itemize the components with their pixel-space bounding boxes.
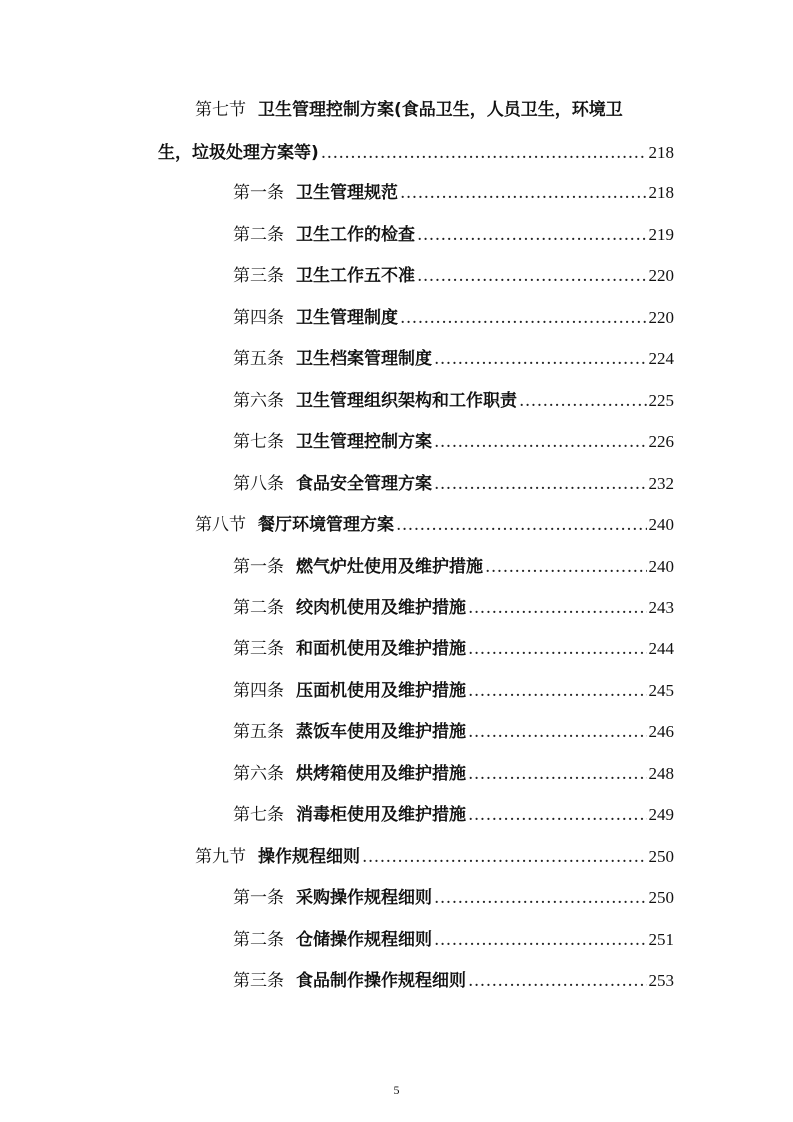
toc-entry[interactable]: [233, 929, 674, 951]
article-number: 第六条: [233, 764, 284, 784]
section-title: 操作规程细则: [258, 847, 360, 867]
page-number: 5: [393, 1083, 400, 1097]
leader-dots: [400, 182, 647, 204]
toc-entry[interactable]: [233, 763, 674, 785]
leader-dots: [434, 348, 647, 370]
article-title: 消毒柜使用及维护措施: [296, 805, 466, 825]
article-title: 卫生管理制度: [296, 308, 398, 328]
toc-entry[interactable]: [233, 721, 674, 743]
page-ref: 232: [648, 474, 674, 493]
article-number: 第六条: [233, 391, 284, 411]
toc-entry[interactable]: [233, 473, 674, 495]
toc-entry[interactable]: [233, 597, 674, 619]
page-ref: 251: [648, 930, 674, 949]
leader-dots: [396, 514, 647, 536]
page-ref: 244: [648, 639, 674, 658]
leader-dots: [321, 142, 647, 164]
article-number: 第一条: [233, 183, 284, 203]
toc-entry[interactable]: [233, 970, 674, 992]
section-title: 餐厅环境管理方案: [258, 515, 394, 535]
page-ref: 220: [648, 266, 674, 285]
leader-dots: [485, 556, 647, 578]
toc-entry[interactable]: [233, 804, 674, 826]
article-number: 第三条: [233, 266, 284, 286]
page-ref: 248: [648, 764, 674, 783]
article-title: 卫生管理规范: [296, 183, 398, 203]
toc-entry-section-9[interactable]: [195, 846, 674, 868]
article-number: 第三条: [233, 639, 284, 659]
article-title: 和面机使用及维护措施: [296, 639, 466, 659]
toc-entry[interactable]: [233, 556, 674, 578]
article-title: 卫生管理组织架构和工作职责: [296, 391, 517, 411]
toc-entry-section-8[interactable]: [195, 514, 674, 536]
article-number: 第五条: [233, 349, 284, 369]
toc-entry[interactable]: [233, 182, 674, 204]
toc-entry[interactable]: [233, 265, 674, 287]
article-number: 第二条: [233, 225, 284, 245]
leader-dots: [468, 804, 647, 826]
article-number: 第四条: [233, 308, 284, 328]
article-title: 绞肉机使用及维护措施: [296, 598, 466, 618]
article-title: 卫生工作的检查: [296, 225, 415, 245]
article-number: 第二条: [233, 930, 284, 950]
article-title: 仓储操作规程细则: [296, 930, 432, 950]
article-number: 第五条: [233, 722, 284, 742]
article-number: 第一条: [233, 557, 284, 577]
leader-dots: [468, 970, 647, 992]
article-title: 采购操作规程细则: [296, 888, 432, 908]
leader-dots: [468, 721, 647, 743]
page-ref: 240: [648, 557, 674, 576]
section-number: 第八节: [195, 515, 246, 535]
article-number: 第三条: [233, 971, 284, 991]
article-number: 第四条: [233, 681, 284, 701]
article-number: 第二条: [233, 598, 284, 618]
article-title: 卫生工作五不准: [296, 266, 415, 286]
toc-entry[interactable]: [233, 348, 674, 370]
leader-dots: [434, 929, 647, 951]
page-ref: 245: [648, 681, 674, 700]
toc-entry[interactable]: [233, 307, 674, 329]
leader-dots: [362, 846, 647, 868]
leader-dots: [417, 265, 647, 287]
article-title: 食品安全管理方案: [296, 474, 432, 494]
page-ref: 219: [648, 225, 674, 244]
page-ref: 218: [648, 143, 674, 162]
article-title: 蒸饭车使用及维护措施: [296, 722, 466, 742]
article-number: 第八条: [233, 474, 284, 494]
article-title: 燃气炉灶使用及维护措施: [296, 557, 483, 577]
leader-dots: [434, 473, 647, 495]
article-title: 卫生档案管理制度: [296, 349, 432, 369]
article-title: 卫生管理控制方案: [296, 432, 432, 452]
leader-dots: [468, 680, 647, 702]
page-ref: 220: [648, 308, 674, 327]
leader-dots: [417, 224, 647, 246]
leader-dots: [400, 307, 647, 329]
toc-entry[interactable]: [233, 431, 674, 453]
leader-dots: [468, 597, 647, 619]
toc-entry[interactable]: [233, 638, 674, 660]
section-7-heading: [195, 99, 623, 121]
page-ref: 243: [648, 598, 674, 617]
leader-dots: [468, 763, 647, 785]
page-ref: 250: [648, 847, 674, 866]
page-ref: 249: [648, 805, 674, 824]
leader-dots: [434, 887, 647, 909]
page-ref: 218: [648, 183, 674, 202]
page-ref: 246: [648, 722, 674, 741]
section-title-line1: 卫生管理控制方案(食品卫生，人员卫生，环境卫: [258, 100, 623, 120]
leader-dots: [519, 390, 647, 412]
page-ref: 240: [648, 515, 674, 534]
leader-dots: [468, 638, 647, 660]
article-number: 第一条: [233, 888, 284, 908]
section-title-line2: 生，垃圾处理方案等): [158, 143, 319, 163]
toc-entry[interactable]: [233, 224, 674, 246]
page-ref: 225: [648, 391, 674, 410]
section-number: 第七节: [195, 100, 246, 120]
page-ref: 224: [648, 349, 674, 368]
leader-dots: [434, 431, 647, 453]
toc-entry[interactable]: [233, 390, 674, 412]
section-number: 第九节: [195, 847, 246, 867]
toc-entry[interactable]: [233, 680, 674, 702]
article-number: 第七条: [233, 805, 284, 825]
page-ref: 253: [648, 971, 674, 990]
toc-entry-section-7[interactable]: [158, 142, 674, 164]
page-ref: 226: [648, 432, 674, 451]
toc-entry[interactable]: [233, 887, 674, 909]
article-title: 食品制作操作规程细则: [296, 971, 466, 991]
page-ref: 250: [648, 888, 674, 907]
article-title: 压面机使用及维护措施: [296, 681, 466, 701]
article-number: 第七条: [233, 432, 284, 452]
article-title: 烘烤箱使用及维护措施: [296, 764, 466, 784]
